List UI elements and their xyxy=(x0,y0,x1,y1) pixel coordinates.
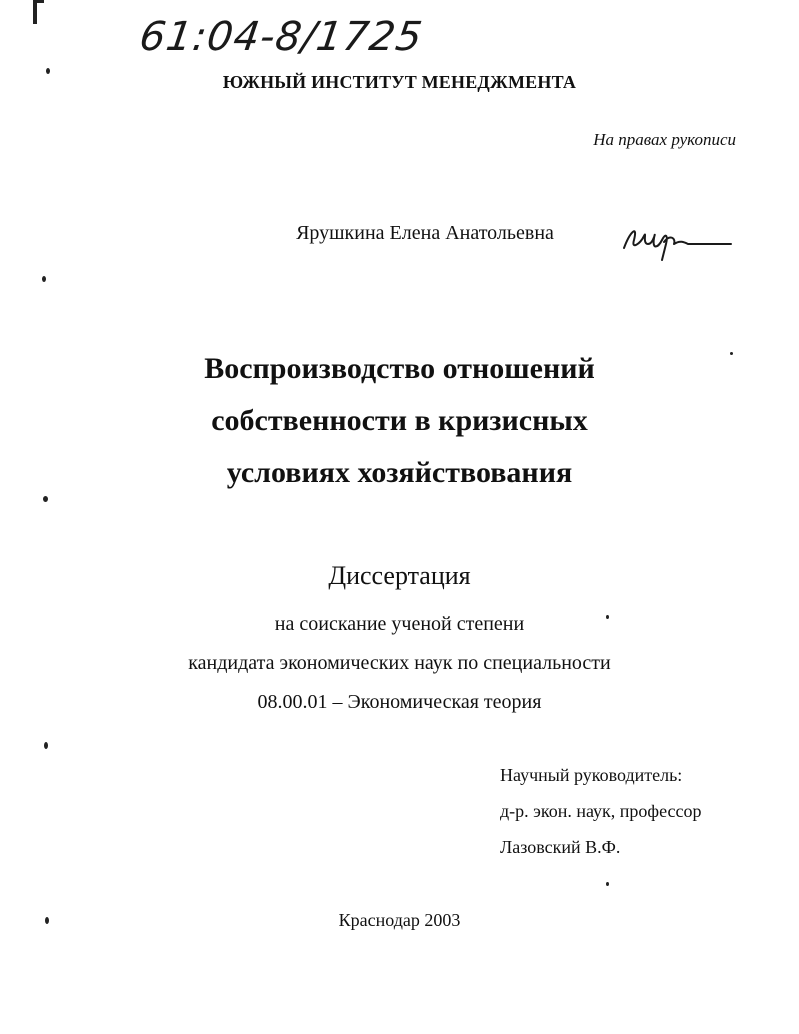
supervisor-line: Лазовский В.Ф. xyxy=(500,837,621,857)
city-year: Краснодар 2003 xyxy=(338,910,461,930)
supervisor-line: Научный руководитель: xyxy=(500,765,683,785)
author-name: Ярушкина Елена Анатольевна xyxy=(296,222,554,244)
degree-line: кандидата экономических наук по специальности xyxy=(188,652,611,674)
signature xyxy=(618,214,733,262)
institute-name: ЮЖНЫЙ ИНСТИТУТ МЕНЕДЖМЕНТА xyxy=(222,72,577,92)
archive-number: 61:04-8/1725 xyxy=(136,14,426,60)
title-line: Воспроизводство отношений xyxy=(204,352,595,385)
document-type: Диссертация xyxy=(328,561,471,590)
degree-line: 08.00.01 – Экономическая теория xyxy=(257,691,542,713)
supervisor-block xyxy=(500,757,702,865)
degree-line: на соискание ученой степени xyxy=(274,613,525,635)
scan-speck xyxy=(42,276,46,282)
supervisor-line: д-р. экон. наук, профессор xyxy=(500,801,702,821)
title-line: собственности в кризисных xyxy=(211,404,588,437)
scan-mark xyxy=(33,0,44,3)
scan-speck xyxy=(44,742,48,749)
title-line: условиях хозяйствования xyxy=(226,456,573,489)
degree-info xyxy=(0,605,799,722)
rights-note: На правах рукописи xyxy=(593,130,736,149)
scan-speck xyxy=(606,882,609,886)
dissertation-title xyxy=(0,343,799,499)
scan-mark xyxy=(33,0,37,24)
